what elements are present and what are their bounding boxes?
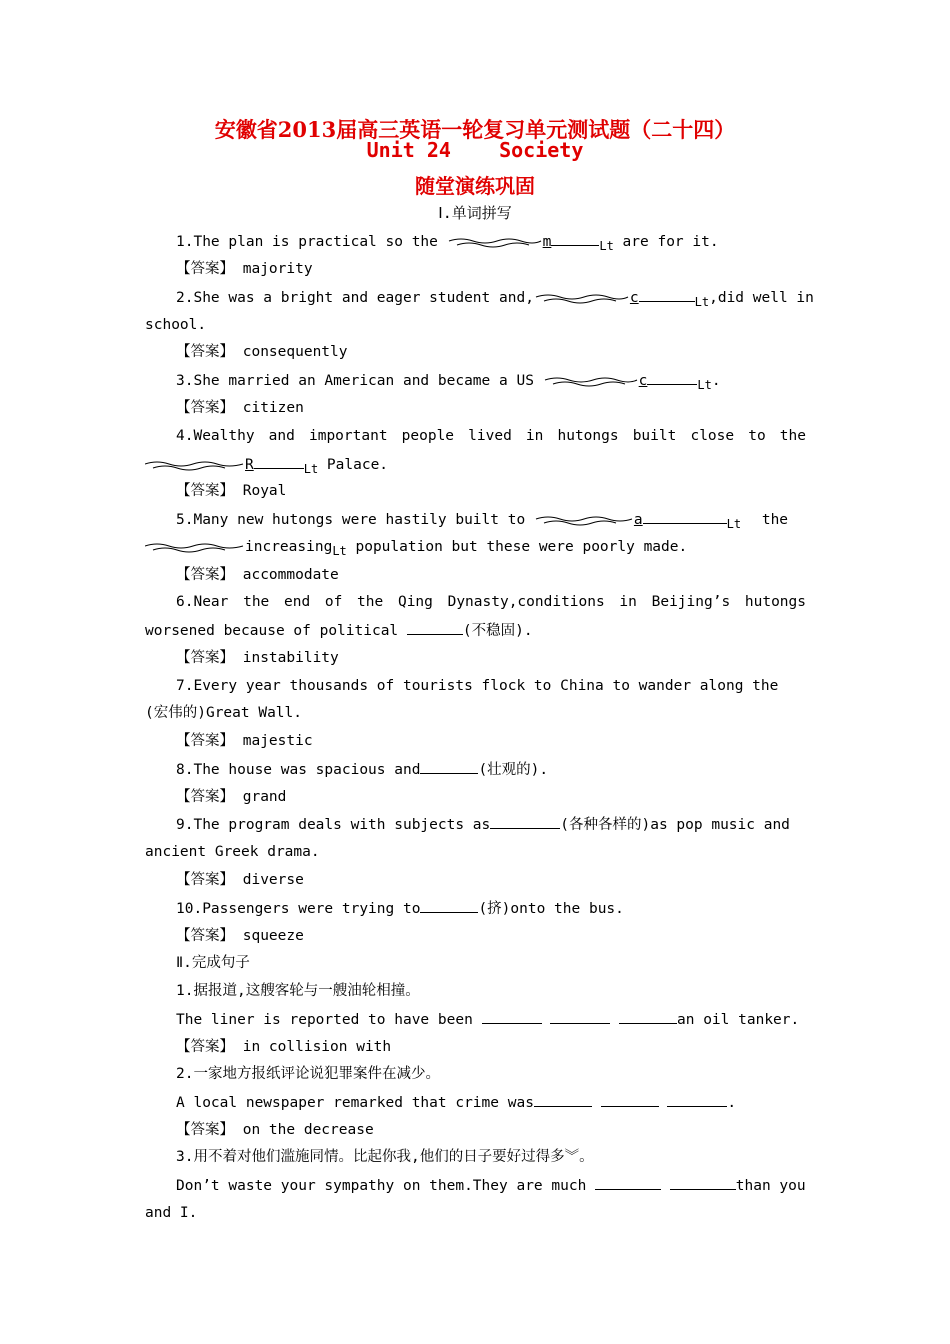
sentence-1-cn: 1.据报道,这艘客轮与一艘油轮相撞。 [176,983,420,999]
wavy-hint-mark [145,540,245,554]
answer-3: 【答案】 citizen [176,400,304,416]
sentence-2-en: A local newspaper remarked that crime was . [176,1092,806,1113]
question-4: 4.Wealthy and important people lived in hutongs built close to the [176,428,806,444]
question-4-cont: R $_{Lt}$ Palace. [145,454,805,479]
question-1: 1.The plan is practical so the m $_{Lt}$ are for it. [176,231,806,256]
question-7: 7.Every year thousands of tourists flock to China to wander along the [176,678,779,694]
answer-8: 【答案】 grand [176,789,287,805]
doc-subtitle: 随堂演练巩固 [415,174,535,198]
question-8: 8.The house was spacious and (壮观的). [176,759,806,780]
answer-s2: 【答案】 on the decrease [176,1122,374,1138]
question-6-cont: worsened because of political (不稳固). [145,620,805,641]
sentence-2-cn: 2.一家地方报纸评论说犯罪案件在减少。 [176,1066,440,1082]
section1-heading: Ⅰ.单词拼写 [438,204,512,222]
answer-9: 【答案】 diverse [176,872,304,888]
question-9: 9.The program deals with subjects as (各种各样的)as pop music and [176,814,806,835]
wavy-hint-mark [534,291,630,305]
sentence-1-en: The liner is reported to have been an oil tanker. [176,1009,806,1030]
wavy-hint-mark [145,458,245,472]
answer-10: 【答案】 squeeze [176,928,304,944]
wavy-hint-mark [543,374,639,388]
answer-6: 【答案】 instability [176,650,339,666]
question-10: 10.Passengers were trying to (挤)onto the bus. [176,898,806,919]
answer-s1: 【答案】 in collision with [176,1039,392,1055]
unit-title: Unit 24 Society [366,138,584,162]
section2-heading: Ⅱ.完成句子 [176,955,250,971]
question-7-cont: (宏伟的)Great Wall. [145,705,302,721]
question-2-cont: school. [145,317,207,333]
sentence-3-en: Don’t waste your sympathy on them.They are much than you [176,1175,806,1196]
question-3: 3.She married an American and became a US c $_{Lt}$. [176,370,806,395]
question-5: 5.Many new hutongs were hastily built to a $_{Lt}$ the [176,509,806,534]
answer-7: 【答案】 majestic [176,733,313,749]
question-5-cont: increasing$_{Lt}$ population but these were poorly made. [145,537,805,561]
question-9-cont: ancient Greek drama. [145,844,320,860]
question-2: 2.She was a bright and eager student and, c $_{Lt}$,did well in [176,287,806,312]
question-6: 6.Near the end of the Qing Dynasty,conditions in Beijing’s hutongs [176,594,806,610]
answer-5: 【答案】 accommodate [176,567,339,583]
wavy-hint-mark [534,513,634,527]
answer-1: 【答案】 majority [176,261,313,277]
answer-4: 【答案】 Royal [176,483,287,499]
sentence-3-en-cont: and I. [145,1205,198,1221]
wavy-hint-mark [447,235,543,249]
doc-title: 安徽省2013届高三英语一轮复习单元测试题（二十四） [214,117,736,142]
answer-2: 【答案】 consequently [176,344,348,360]
sentence-3-cn: 3.用不着对他们滥施同情。比起你我,他们的日子要好过得多︾。 [176,1149,594,1165]
